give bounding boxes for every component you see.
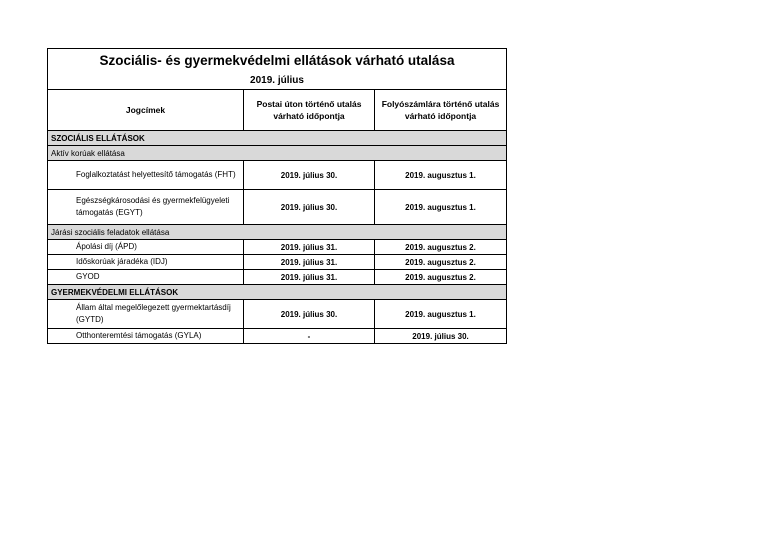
row-name: Egészségkárosodási és gyermekfelügyeleti támogatás (EGYT) [48,190,244,225]
table-row [48,300,507,329]
section-row-child [48,285,507,300]
row-account-date: 2019. augusztus 1. [375,190,507,225]
row-postal-date: 2019. július 31. [244,270,375,285]
row-postal-date: 2019. július 30. [244,161,375,190]
group-row-district [48,225,507,240]
header-row [48,90,507,131]
section-title-social: SZOCIÁLIS ELLÁTÁSOK [48,131,507,146]
table-row [48,329,507,344]
table-row [48,270,507,285]
row-name: Állam által megelőlegezett gyermektartásdíj (GYTD) [48,300,244,329]
page-title: Szociális- és gyermekvédelmi ellátások várható utalása [48,49,507,72]
section-row-social [48,131,507,146]
row-account-date: 2019. augusztus 2. [375,255,507,270]
column-header-jogcimek: Jogcímek [48,90,244,131]
group-title-active-age: Aktív korúak ellátása [48,146,507,161]
row-name: Foglalkoztatást helyettesítő támogatás (FHT) [48,161,244,190]
table-row [48,255,507,270]
subtitle-row [48,71,507,90]
row-name: Időskorúak járadéka (IDJ) [48,255,244,270]
row-name: Otthonteremtési támogatás (GYLA) [48,329,244,344]
row-account-date: 2019. augusztus 2. [375,240,507,255]
row-postal-date: 2019. július 31. [244,240,375,255]
row-postal-date: - [244,329,375,344]
benefit-schedule-table [47,48,507,344]
page-subtitle: 2019. július [48,71,507,90]
row-account-date: 2019. augusztus 1. [375,161,507,190]
row-postal-date: 2019. július 30. [244,300,375,329]
table-row [48,161,507,190]
table-row [48,240,507,255]
table-row [48,190,507,225]
section-title-child: GYERMEKVÉDELMI ELLÁTÁSOK [48,285,507,300]
row-account-date: 2019. augusztus 1. [375,300,507,329]
row-name: Ápolási díj (ÁPD) [48,240,244,255]
column-header-postal: Postai úton történő utalás várható időpontja [244,90,375,131]
title-row [48,49,507,72]
group-row-active-age [48,146,507,161]
row-postal-date: 2019. július 31. [244,255,375,270]
row-account-date: 2019. július 30. [375,329,507,344]
row-name: GYOD [48,270,244,285]
group-title-district: Járási szociális feladatok ellátása [48,225,507,240]
column-header-account: Folyószámlára történő utalás várható időpontja [375,90,507,131]
row-account-date: 2019. augusztus 2. [375,270,507,285]
row-postal-date: 2019. július 30. [244,190,375,225]
